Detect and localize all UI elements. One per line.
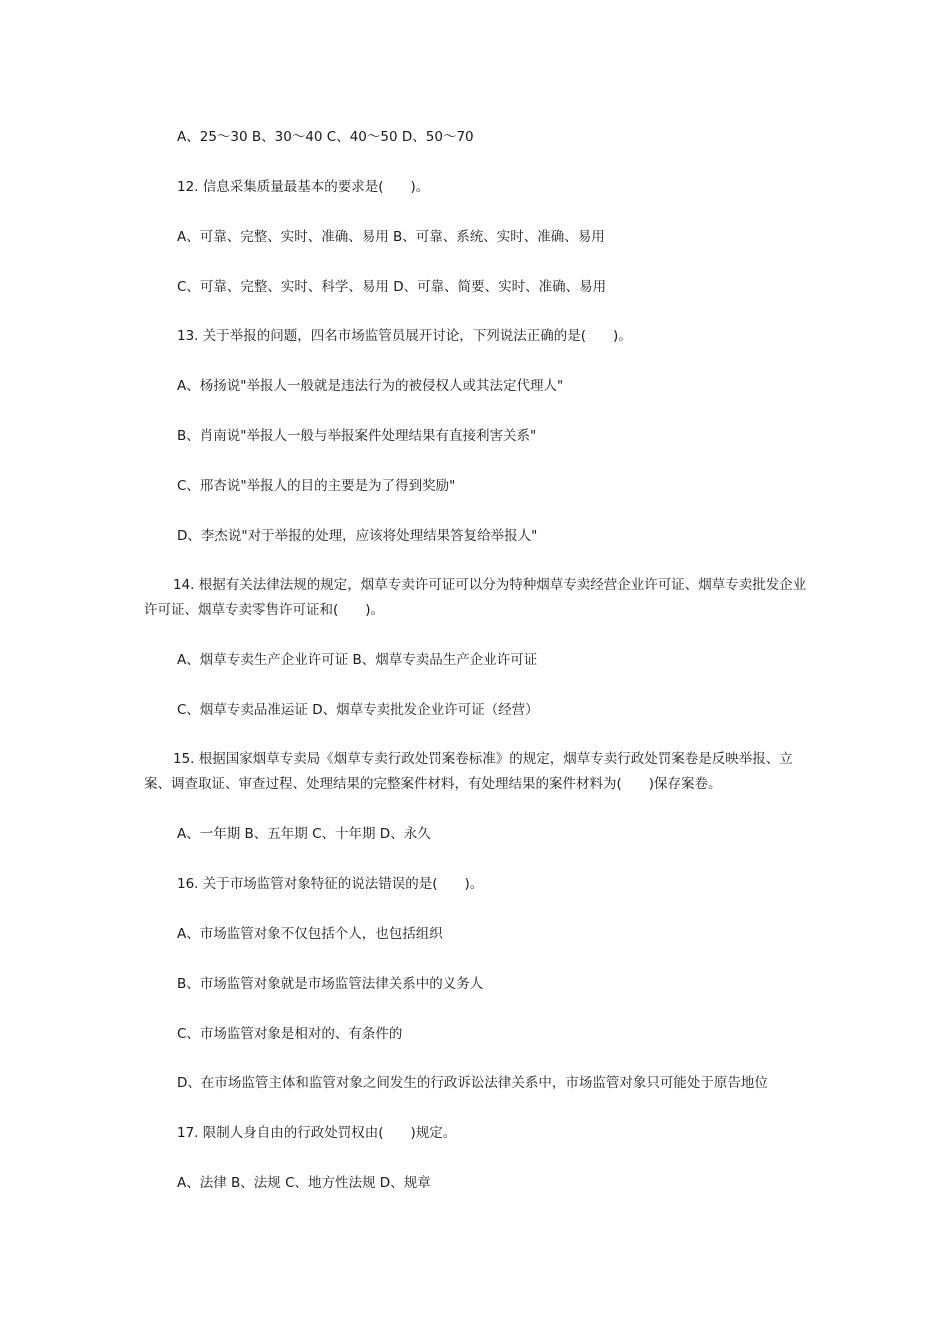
q13-option-a: A、杨扬说"举报人一般就是违法行为的被侵权人或其法定代理人" [177, 378, 564, 394]
q15-question: 15. 根据国家烟草专卖局《烟草专卖行政处罚案卷标准》的规定，烟草专卖行政处罚案卷是反映举报、立案、调查取证、审查过程、处理结果的完整案件材料，有处理结果的案件材料为( )保存案卷。 [144, 751, 793, 792]
q12-options-ab: A、可靠、完整、实时、准确、易用 B、可靠、系统、实时、准确、易用 [177, 229, 605, 245]
q17-question: 17. 限制人身自由的行政处罚权由( )规定。 [177, 1125, 457, 1141]
q17-options: A、法律 B、法规 C、地方性法规 D、规章 [177, 1175, 431, 1191]
q16-option-b: B、市场监管对象就是市场监管法律关系中的义务人 [177, 976, 484, 992]
q14-options-cd: C、烟草专卖品准运证 D、烟草专卖批发企业许可证（经营） [177, 702, 539, 718]
q14-question: 14. 根据有关法律法规的规定，烟草专卖许可证可以分为特种烟草专卖经营企业许可证、烟草专卖批发企业许可证、烟草专卖零售许可证和( )。 [144, 577, 807, 618]
q16-option-a: A、市场监管对象不仅包括个人，也包括组织 [177, 926, 443, 942]
q13-option-d: D、李杰说"对于举报的处理，应该将处理结果答复给举报人" [177, 528, 538, 544]
q14-options-ab: A、烟草专卖生产企业许可证 B、烟草专卖品生产企业许可证 [177, 652, 538, 668]
q16-option-c: C、市场监管对象是相对的、有条件的 [177, 1026, 403, 1042]
q16-question: 16. 关于市场监管对象特征的说法错误的是( )。 [177, 876, 484, 892]
q13-option-c: C、邢杏说"举报人的目的主要是为了得到奖励" [177, 478, 456, 494]
q13-option-b: B、肖南说"举报人一般与举报案件处理结果有直接利害关系" [177, 428, 537, 444]
q11-options: A、25～30 B、30～40 C、40～50 D、50～70 [177, 129, 474, 145]
q15-options: A、一年期 B、五年期 C、十年期 D、永久 [177, 826, 431, 842]
q16-option-d: D、在市场监管主体和监管对象之间发生的行政诉讼法律关系中，市场监管对象只可能处于原告地位 [177, 1075, 768, 1091]
q12-question: 12. 信息采集质量最基本的要求是( )。 [177, 179, 430, 195]
q13-question: 13. 关于举报的问题，四名市场监管员展开讨论，下列说法正确的是( )。 [177, 328, 632, 344]
q12-options-cd: C、可靠、完整、实时、科学、易用 D、可靠、简要、实时、准确、易用 [177, 279, 607, 295]
